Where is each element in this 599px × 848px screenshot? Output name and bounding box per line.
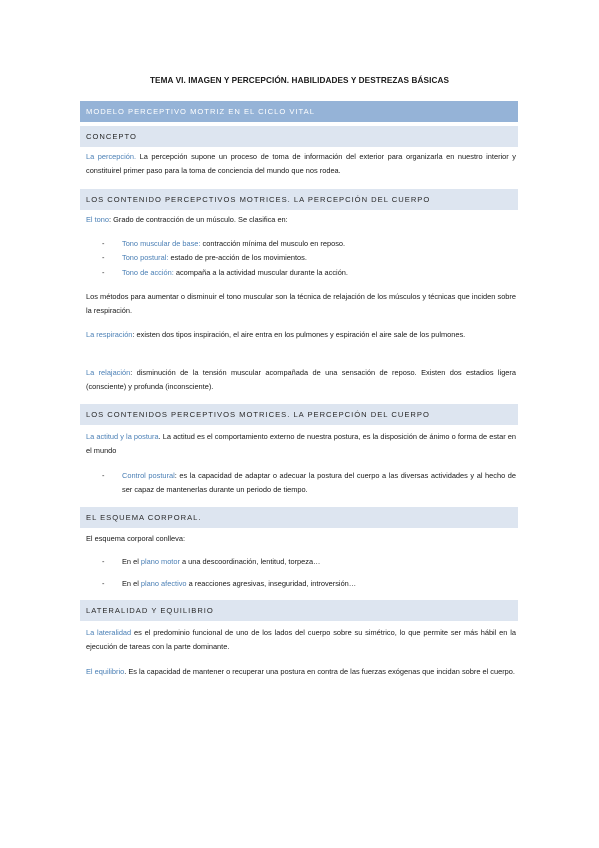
term-relajacion: La relajación <box>86 368 131 377</box>
concepto-text: La percepción supone un proceso de toma de información del exterior para organizarla en nuestro interior y constituirel primer paso para la toma de conciencia del mundo que nos rodea. <box>86 152 517 175</box>
list-item: - Tono de acción: acompaña a la actividad muscular durante la acción. <box>102 267 348 277</box>
equilibrio-paragraph: El equilibrio. Es la capacidad de mantener o recuperar una postura en contra de las fuerzas exógenas que incidan sobre el cuerpo. <box>86 667 515 676</box>
concepto-paragraph <box>86 150 516 178</box>
term-lateralidad: La lateralidad <box>86 628 132 637</box>
esquema-list <box>86 555 516 592</box>
term-percepcion: La percepción. <box>86 152 137 161</box>
term-tono: El tono <box>86 215 110 224</box>
lateralidad-paragraph: La lateralidad es el predominio funcional de uno de los lados del cuerpo sobre su simétrico, lo que permite ser más hábil en la ejecución de tareas con la parte dominante. <box>86 628 516 651</box>
list-item: - Tono muscular de base: contracción mínima del musculo en reposo. <box>102 239 346 248</box>
list-item: - En el plano afectivo a reacciones agresivas, inseguridad, introversión… <box>102 579 357 589</box>
term-actitud: La actitud y la postura <box>86 432 159 441</box>
section-header-lateralidad: LATERALIDAD Y EQUILIBRIO <box>80 600 518 621</box>
term-equilibrio: El equilibrio <box>86 667 125 676</box>
section-header-cuerpo-2: LOS CONTENIDOS PERCEPTIVOS MOTRICES. LA PERCEPCIÓN DEL CUERPO <box>80 404 518 425</box>
list-item: - En el plano motor a una descoordinación, lentitud, torpeza… <box>102 557 321 566</box>
tono-text: : Grado de contracción de un músculo. Se clasifica en: <box>109 215 288 224</box>
postura-list <box>86 469 516 498</box>
list-item: - Control postural: es la capacidad de adaptar o adecuar la postura del cuerpo a las diversas actividades y al hecho de ser capaz de mantenerlas durante un periodo de tiempo. <box>102 471 517 495</box>
tono-paragraph <box>86 213 516 227</box>
section-header-concepto: CONCEPTO <box>80 126 518 147</box>
list-item: - Tono postural: estado de pre-acción de los movimientos. <box>102 253 307 263</box>
section-header-cuerpo: LOS CONTENIDO PERCEPCTIVOS MOTRICES. LA PERCEPCIÓN DEL CUERPO <box>80 189 518 210</box>
document-title: TEMA VI. IMAGEN Y PERCEPCIÓN. HABILIDADES Y DESTREZAS BÁSICAS <box>149 76 450 85</box>
section-header-modelo: MODELO PERCEPTIVO MOTRIZ EN EL CICLO VITAL <box>80 101 518 122</box>
section-header-esquema: EL ESQUEMA CORPORAL. <box>80 507 518 528</box>
esquema-intro: El esquema corporal conlleva: <box>86 534 186 543</box>
actitud-paragraph: La actitud y la postura. La actitud es el comportamiento externo de nuestra postura, es la disposición de ánimo o forma de estar en el mundo <box>86 432 517 455</box>
term-respiracion: La respiración <box>86 330 133 339</box>
tono-list <box>86 237 516 280</box>
metodos-paragraph: Los métodos para aumentar o disminuir el tono muscular son la técnica de relajación de los músculos y técnicas que inciden sobre la respiración. <box>86 292 516 315</box>
relajacion-paragraph: La relajación: disminución de la tensión muscular acompañada de una sensación de reposo. Existen dos estadios ligera (consciente) y profunda (inconsciente). <box>86 368 516 391</box>
respiracion-paragraph: La respiración: existen dos tipos inspiración, el aire entra en los pulmones y espiración el aire sale de los pulmones. <box>86 330 466 339</box>
